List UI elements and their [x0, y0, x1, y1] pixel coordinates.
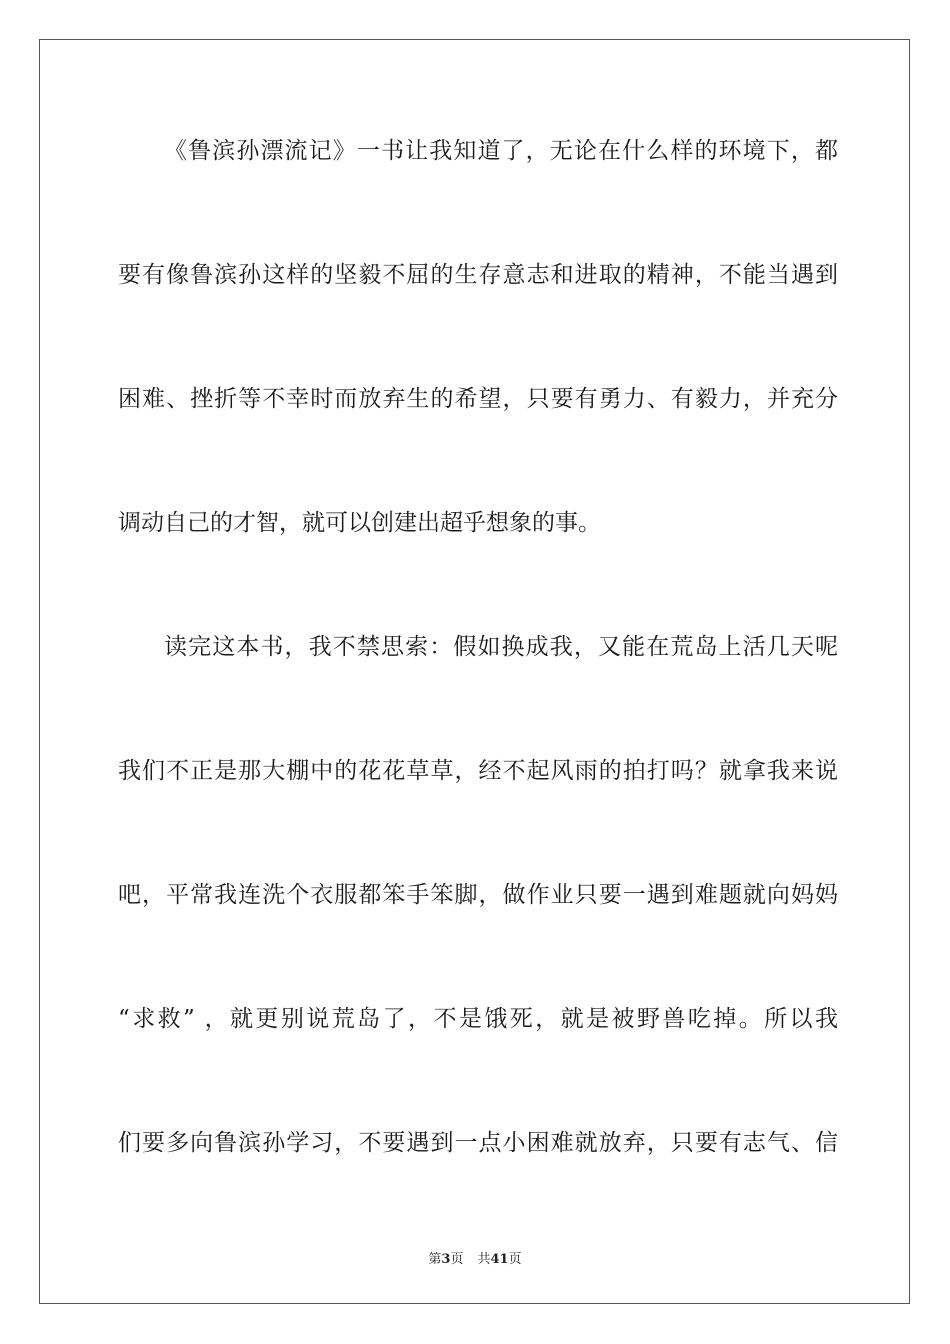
- paragraph-1-line-3: 困难、挫折等不幸时而放弃生的希望，只要有勇力、有毅力，并充分: [118, 386, 838, 412]
- page-suffix: 页: [450, 1252, 464, 1267]
- page-number: 3: [441, 1252, 451, 1267]
- page-prefix: 第: [428, 1252, 442, 1267]
- total-prefix: 共: [477, 1252, 491, 1267]
- page-border: [39, 39, 910, 1304]
- paragraph-2-line-3: 吧，平常我连洗个衣服都笨手笨脚，做作业只要一遇到难题就向妈妈: [118, 882, 838, 908]
- paragraph-1-line-2: 要有像鲁滨孙这样的坚毅不屈的生存意志和进取的精神，不能当遇到: [118, 262, 838, 288]
- paragraph-2-line-4: “求救” ，就更别说荒岛了，不是饿死，就是被野兽吃掉。所以我: [118, 1006, 838, 1032]
- page-footer: [0, 1248, 950, 1267]
- paragraph-2-line-5: 们要多向鲁滨孙学习，不要遇到一点小困难就放弃，只要有志气、信: [118, 1130, 838, 1156]
- paragraph-1-line-1: 《鲁滨孙漂流记》一书让我知道了，无论在什么样的环境下，都: [164, 138, 838, 164]
- paragraph-1-line-4: 调动自己的才智，就可以创建出超乎想象的事。: [118, 510, 601, 536]
- paragraph-2-line-1: 读完这本书，我不禁思索：假如换成我，又能在荒岛上活几天呢: [164, 634, 838, 660]
- paragraph-2-line-2: 我们不正是那大棚中的花花草草，经不起风雨的拍打吗？就拿我来说: [118, 758, 838, 784]
- total-suffix: 页: [508, 1252, 522, 1267]
- total-pages: 41: [490, 1252, 509, 1267]
